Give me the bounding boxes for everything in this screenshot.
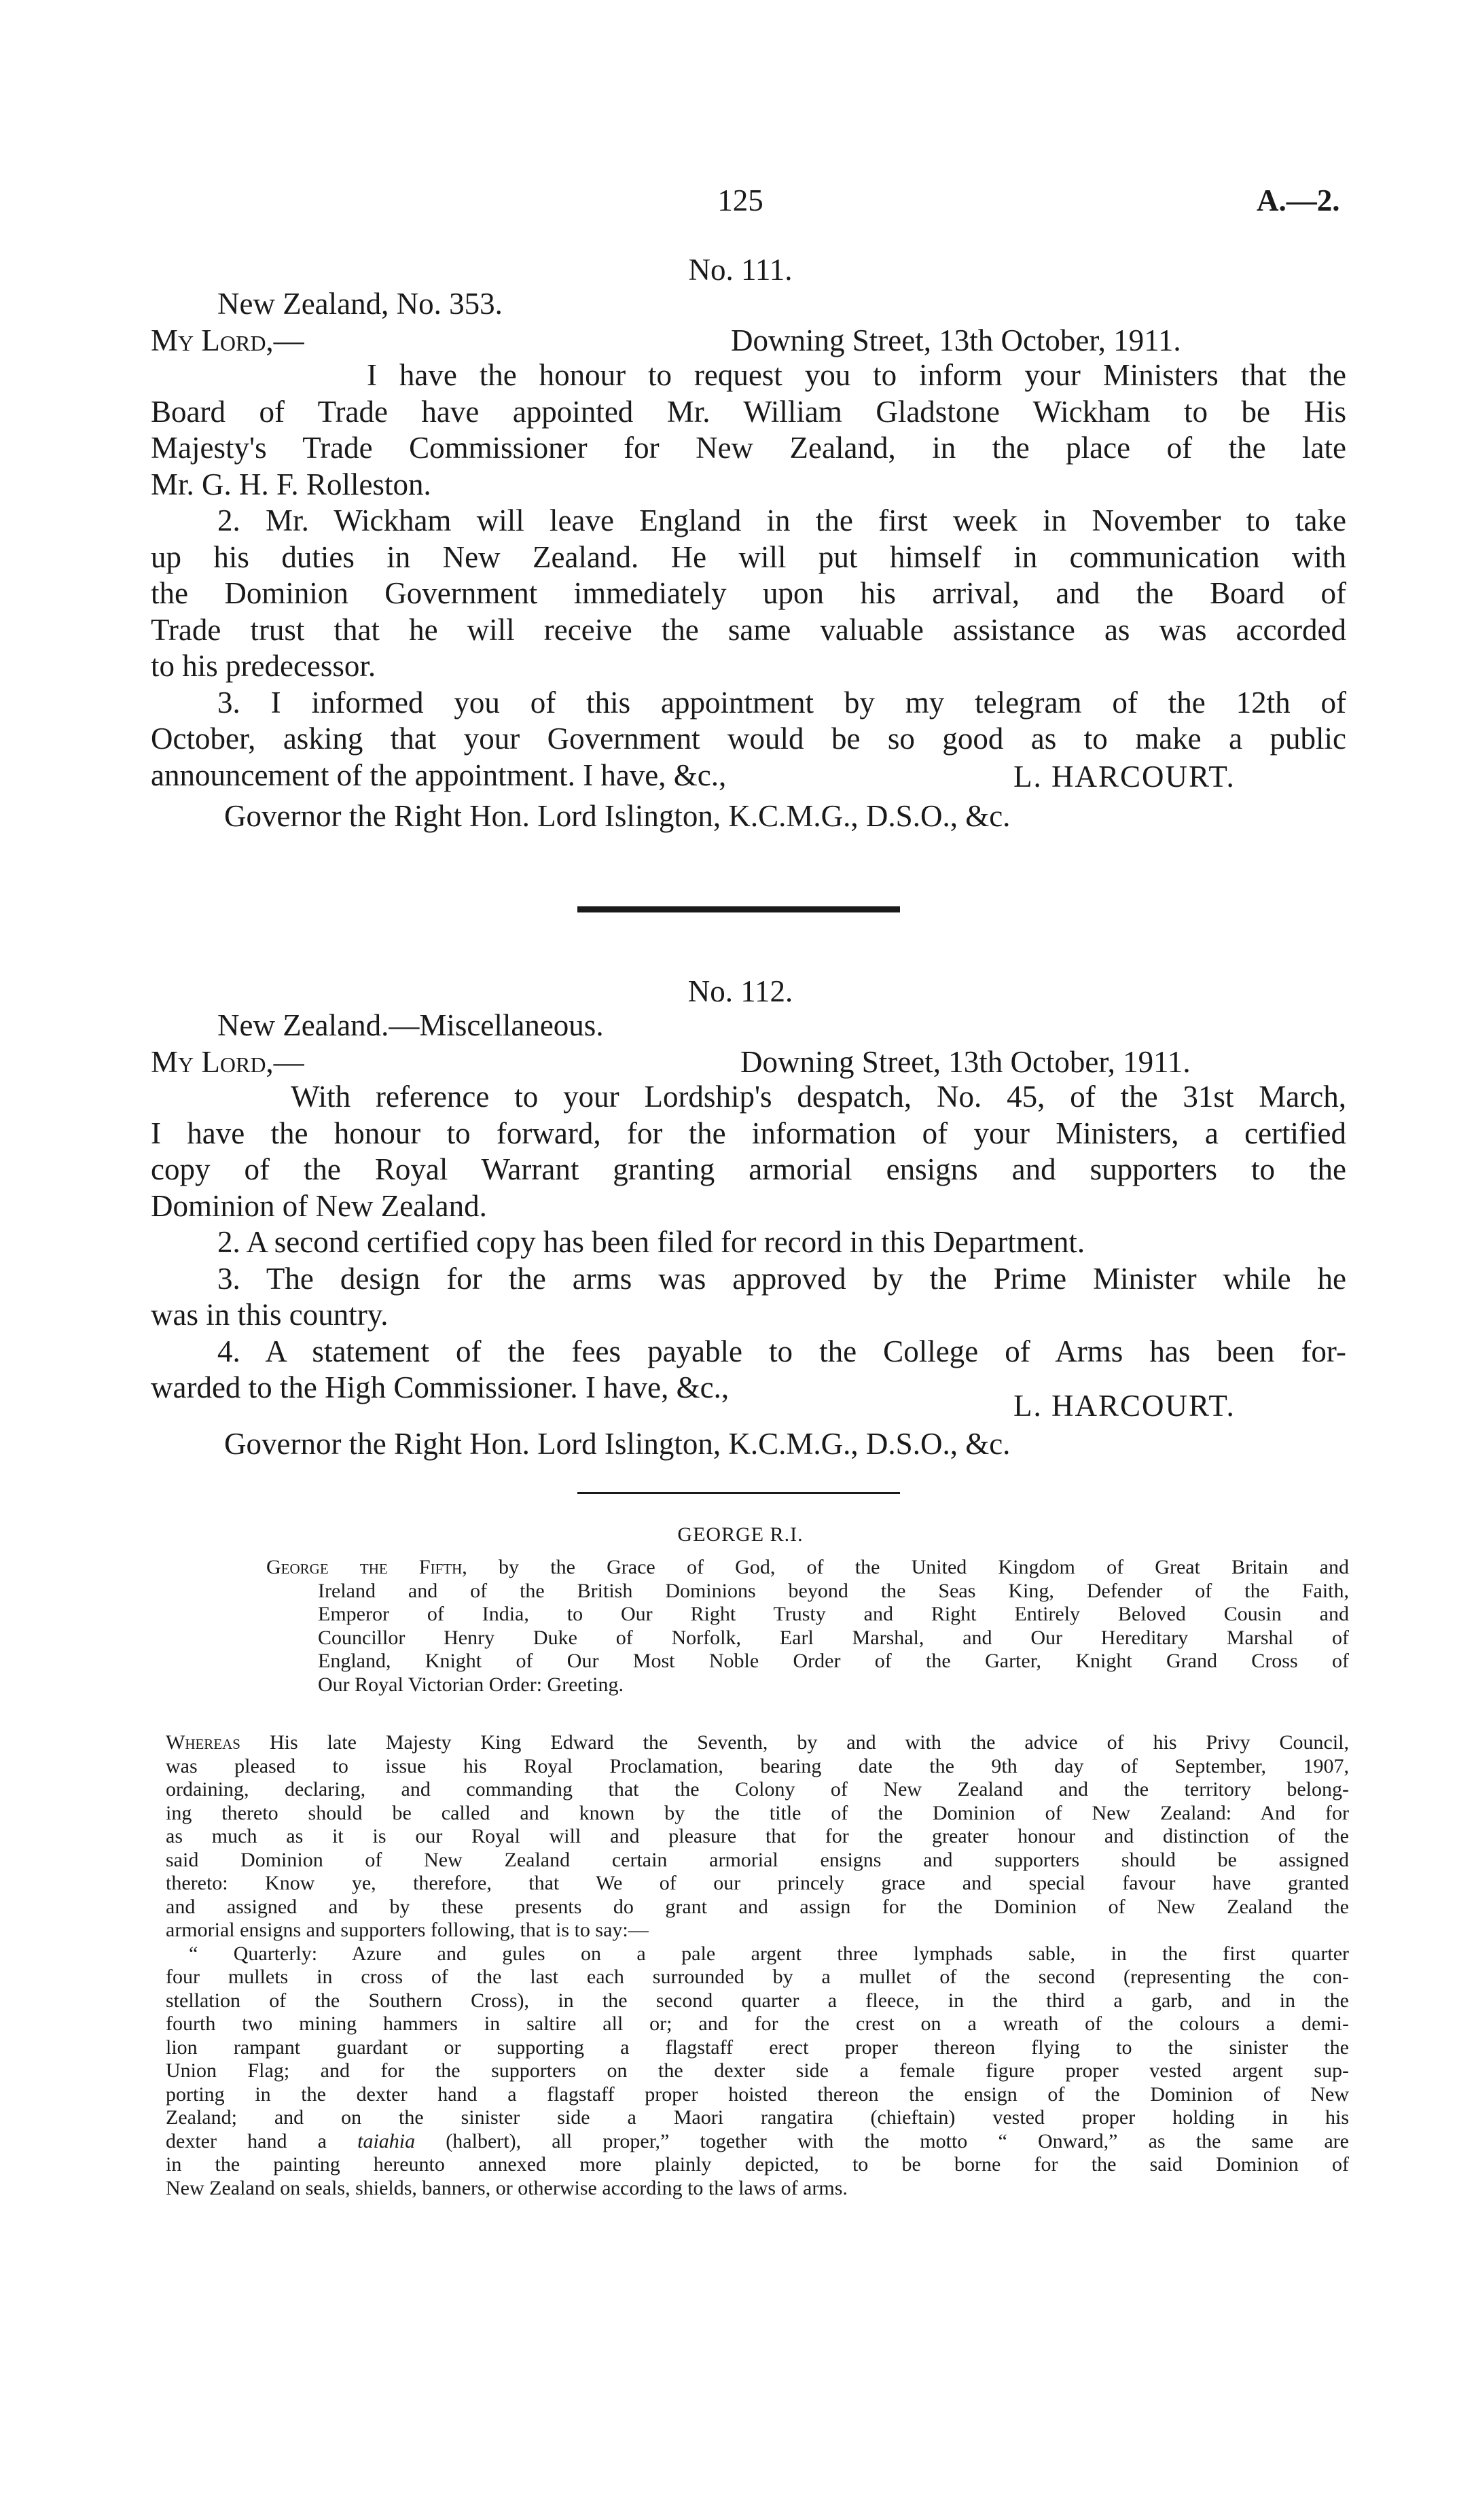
warrant-quarterly-line6: Union Flag; and for the supporters on the dexter side a female figure proper vested argent sup- <box>166 2059 1349 2082</box>
warrant-intro-line4: Councillor Henry Duke of Norfolk, Earl Marshal, and Our Hereditary Marshal of <box>318 1626 1349 1649</box>
doc111-salutation: My Lord,— <box>151 323 304 357</box>
warrant-quarterly-line9 <box>166 2130 1349 2154</box>
warrant-intro <box>266 1556 1349 1697</box>
doc112-para4-line2: warded to the High Commissioner. <box>151 1370 578 1404</box>
doc111-para1-line4: Mr. G. H. F. Rolleston. <box>151 467 431 501</box>
doc112-closing: I have, &c., <box>585 1370 730 1404</box>
section-divider-rule <box>577 906 900 912</box>
doc112-para4-line1: 4. A statement of the fees payable to the College of Arms has been for- <box>217 1334 1346 1368</box>
warrant-last-line-a: dexter hand a <box>166 2129 358 2152</box>
page-number: 125 <box>717 183 763 217</box>
warrant-closing-line2: New Zealand on seals, shields, banners, or otherwise according to the laws of arms. <box>166 2176 848 2199</box>
doc112-salutation: My Lord,— <box>151 1045 304 1079</box>
warrant-intro-line3: Emperor of India, to Our Right Trusty and Right Entirely Beloved Cousin and <box>318 1603 1349 1625</box>
warrant-whereas-line8: and assigned and by these presents do grant and assign for the Dominion of New Zealand the <box>166 1895 1349 1918</box>
doc112-para1-line4: Dominion of New Zealand. <box>151 1188 487 1223</box>
doc112-para1-line1: With reference to your Lordship's despatch, No. 45, of the 31st March, <box>291 1080 1346 1114</box>
doc111-para2-line4: Trade trust that he will receive the same valuable assistance as was accorded <box>151 612 1346 647</box>
warrant-whereas-line1 <box>166 1731 1349 1755</box>
warrant-closing-line1: in the painting hereunto annexed more plainly depicted, to be borne for the said Dominion of <box>166 2153 1349 2176</box>
doc111-body <box>151 357 1346 794</box>
warrant-taiahia: taiahia <box>357 2129 416 2152</box>
warrant-intro-line2: Ireland and of the British Dominions beyond the Seas King, Defender of the Faith, <box>318 1579 1349 1602</box>
doc111-closing: I have, &c., <box>583 758 727 792</box>
warrant-quarterly-line4: fourth two mining hammers in saltire all or; and for the crest on a wreath of the colours a demi- <box>166 2012 1349 2035</box>
warrant-quarterly-line5: lion rampant guardant or supporting a flagstaff erect proper thereon flying to the sinister the <box>166 2036 1349 2059</box>
doc112-place-date: Downing Street, 13th October, 1911. <box>740 1045 1191 1079</box>
warrant-whereas-line4: ing thereto should be called and known by the title of the Dominion of New Zealand: And for <box>166 1801 1349 1824</box>
warrant-whereas-line2: was pleased to issue his Royal Proclamation, bearing date the 9th day of September, 1907, <box>166 1754 1349 1777</box>
doc112-para3-line1: 3. The design for the arms was approved by the Prime Minister while he <box>217 1261 1346 1296</box>
warrant-intro-name: George the Fifth, <box>266 1556 467 1578</box>
doc112-addressee: Governor the Right Hon. Lord Islington, K.C.M.G., D.S.O., &c. <box>224 1427 1011 1461</box>
doc111-para2-line1: 2. Mr. Wickham will leave England in the first week in November to take <box>217 503 1346 537</box>
warrant-whereas-line7: thereto: Know ye, therefore, that We of our princely grace and special favour have granted <box>166 1872 1349 1894</box>
doc112-para1-line3: copy of the Royal Warrant granting armorial ensigns and supporters to the <box>151 1152 1346 1186</box>
warrant-heading: GEORGE R.I. <box>677 1523 804 1546</box>
doc112-reference: New Zealand.—Miscellaneous. <box>217 1008 604 1042</box>
doc112-number: No. 112. <box>687 974 793 1008</box>
doc111-para3-line2: October, asking that your Government would be so good as to make a public <box>151 722 1346 756</box>
doc112-para3-line2: was in this country. <box>151 1298 389 1332</box>
warrant-quarterly-line1: “ Quarterly: Azure and gules on a pale argent three lymphads sable, in the first quarter <box>189 1942 1349 1965</box>
warrant-intro-line5: England, Knight of Our Most Noble Order of the Garter, Knight Grand Cross of <box>318 1650 1349 1672</box>
warrant-whereas-line6: said Dominion of New Zealand certain armorial ensigns and supporters should be assigned <box>166 1848 1349 1871</box>
doc111-reference: New Zealand, No. 353. <box>217 287 503 321</box>
doc112-para1-line2: I have the honour to forward, for the information of your Ministers, a certified <box>151 1116 1346 1150</box>
warrant-whereas-line3: ordaining, declaring, and commanding that the Colony of New Zealand and the territory belong- <box>166 1778 1349 1800</box>
doc111-para3-line3: announcement of the appointment. <box>151 758 575 792</box>
warrant-whereas-word: Whereas <box>166 1731 240 1754</box>
doc111-para3-line1: 3. I informed you of this appointment by my telegram of the 12th of <box>217 685 1346 720</box>
warrant-divider-rule <box>577 1492 900 1494</box>
warrant-quarterly-line8: Zealand; and on the sinister side a Maori rangatira (chieftain) vested proper holding in his <box>166 2106 1349 2129</box>
doc112-para2: 2. A second certified copy has been filed for record in this Department. <box>217 1225 1085 1259</box>
doc111-place-date: Downing Street, 13th October, 1911. <box>731 323 1181 357</box>
doc112-body <box>151 1079 1346 1406</box>
warrant-intro-line1 <box>266 1556 1349 1580</box>
warrant-quarterly-line2: four mullets in cross of the last each surrounded by a mullet of the second (representing the con- <box>166 1966 1349 1988</box>
doc111-para1-line3: Majesty's Trade Commissioner for New Zealand, in the place of the late <box>151 431 1346 465</box>
warrant-whereas-line9: armorial ensigns and supporters following, that is to say:— <box>166 1919 649 1941</box>
warrant-intro-text1: by the Grace of God, of the United Kingdom of Great Britain and <box>499 1556 1349 1578</box>
warrant-quarterly-line7: porting in the dexter hand a flagstaff proper hoisted thereon the ensign of the Dominion of New <box>166 2082 1349 2106</box>
warrant-intro-line6: Our Royal Victorian Order: Greeting. <box>318 1673 624 1696</box>
warrant-whereas-line5: as much as it is our Royal will and pleasure that for the greater honour and distinction of the <box>166 1825 1349 1847</box>
warrant-whereas <box>166 1731 1349 2200</box>
doc111-para2-line5: to his predecessor. <box>151 649 376 683</box>
doc112-signature: L. HARCOURT. <box>1013 1389 1236 1423</box>
doc111-para2-line2: up his duties in New Zealand. He will put himself in communication with <box>151 539 1346 574</box>
doc111-signature: L. HARCOURT. <box>1013 760 1236 794</box>
doc111-para1-line2: Board of Trade have appointed Mr. William Gladstone Wickham to be His <box>151 394 1346 429</box>
paper-code: A.—2. <box>1257 183 1340 217</box>
doc111-para2-line3: the Dominion Government immediately upon his arrival, and the Board of <box>151 576 1346 610</box>
doc111-number: No. 111. <box>688 253 793 287</box>
doc111-addressee: Governor the Right Hon. Lord Islington, K.C.M.G., D.S.O., &c. <box>224 799 1011 833</box>
doc111-para1-line1: I have the honour to request you to inform your Ministers that the <box>367 358 1346 392</box>
warrant-quarterly-line3: stellation of the Southern Cross), in the second quarter a fleece, in the third a garb, and in the <box>166 1989 1349 2012</box>
warrant-last-line-b: (halbert), all proper,” together with the motto “ Onward,” as the same are <box>415 2129 1349 2152</box>
warrant-whereas-text1: His late Majesty King Edward the Seventh, by and with the advice of his Privy Council, <box>269 1731 1350 1754</box>
